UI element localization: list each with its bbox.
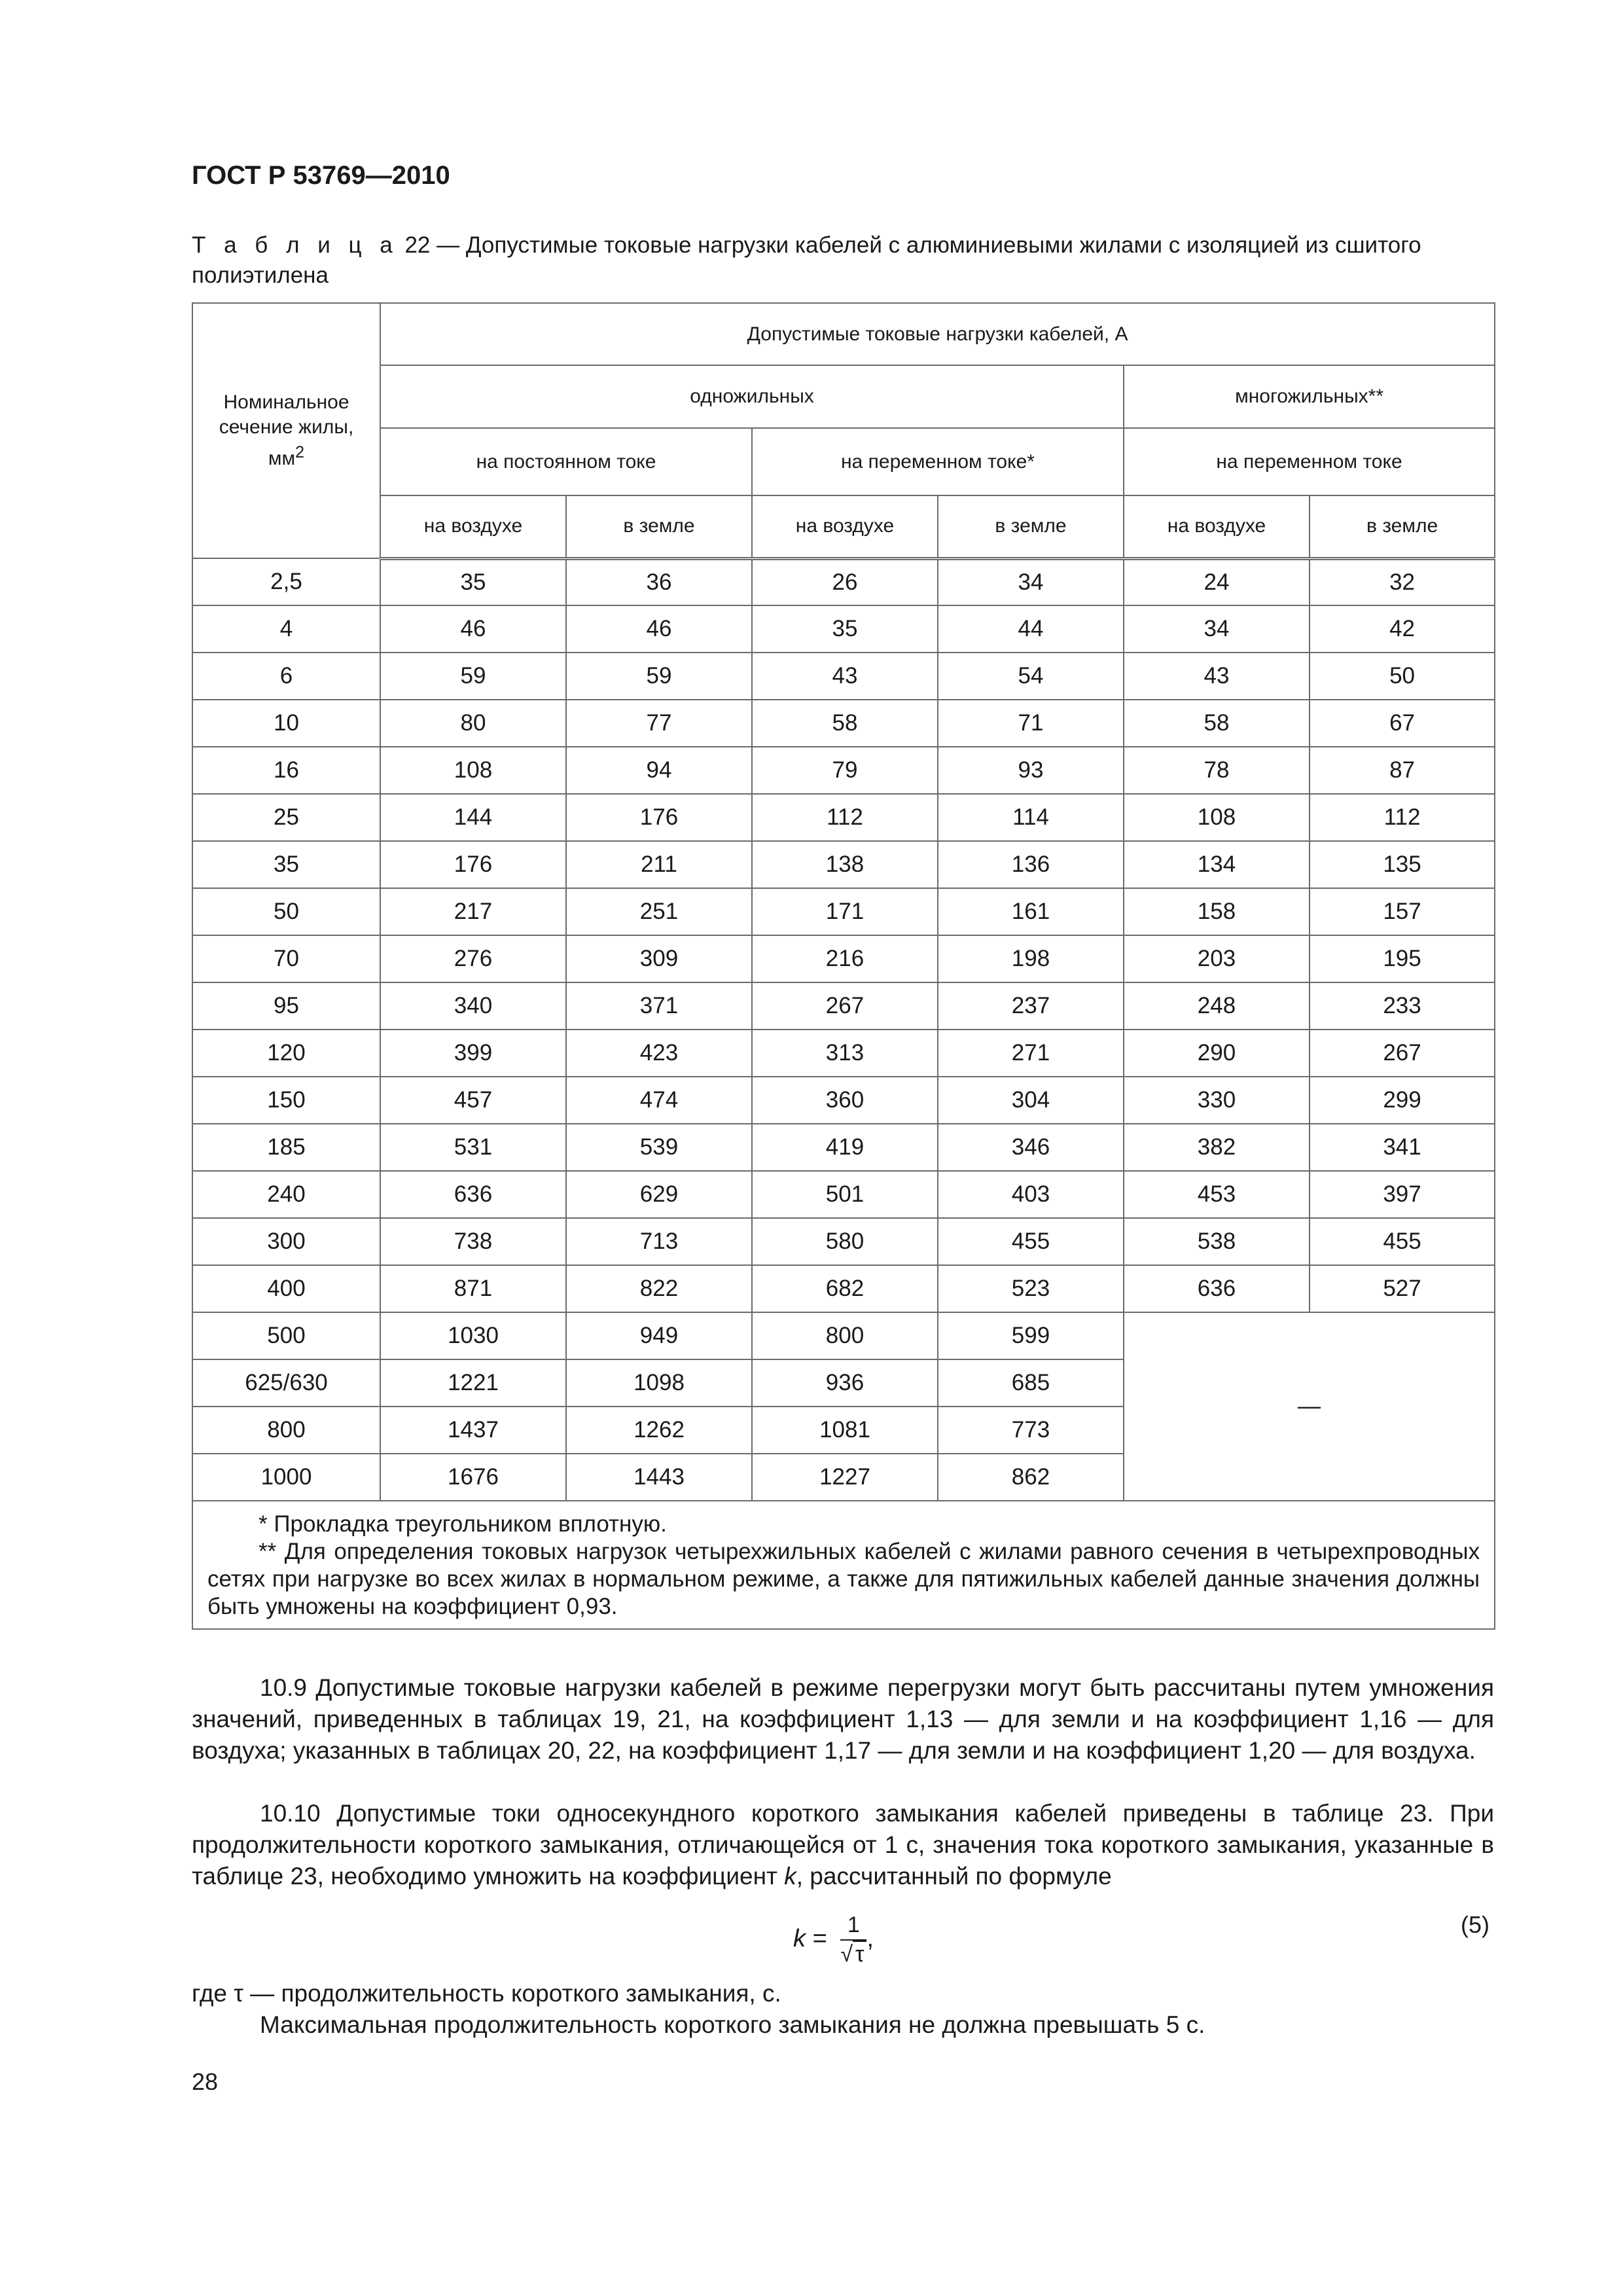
cell-section: 35 <box>192 841 380 888</box>
cell-value: 114 <box>938 794 1124 841</box>
cell-value: 42 <box>1310 605 1495 653</box>
cell-value: 1676 <box>380 1454 566 1501</box>
cell-value: 26 <box>752 558 938 605</box>
cell-value: 138 <box>752 841 938 888</box>
header-multi-core: многожильных** <box>1124 365 1495 428</box>
cell-value: 36 <box>566 558 752 605</box>
formula-5 <box>793 1912 874 1967</box>
cell-value: 71 <box>938 700 1124 747</box>
cell-value: 1030 <box>380 1312 566 1359</box>
header-air: на воздухе <box>380 495 566 558</box>
cell-value: 134 <box>1124 841 1310 888</box>
header-ground: в земле <box>1310 495 1495 558</box>
table-row <box>192 605 1495 653</box>
table-caption <box>192 230 1494 291</box>
table-caption-text: 22 — Допустимые токовые нагрузки кабелей с алюминиевыми жилами с изоляцией из сшитого полиэтилена <box>192 232 1421 288</box>
cell-value: 35 <box>752 605 938 653</box>
cell-dash: — <box>1124 1312 1495 1501</box>
cell-value: 233 <box>1310 982 1495 1030</box>
cell-value: 403 <box>938 1171 1124 1218</box>
cell-value: 43 <box>752 653 938 700</box>
header-air: на воздухе <box>752 495 938 558</box>
cell-value: 330 <box>1124 1077 1310 1124</box>
cell-value: 135 <box>1310 841 1495 888</box>
cell-value: 313 <box>752 1030 938 1077</box>
header-ground: в земле <box>938 495 1124 558</box>
cell-value: 248 <box>1124 982 1310 1030</box>
cell-value: 54 <box>938 653 1124 700</box>
table-row <box>192 982 1495 1030</box>
cell-value: 382 <box>1124 1124 1310 1171</box>
cell-value: 217 <box>380 888 566 935</box>
table-row <box>192 1171 1495 1218</box>
table-row <box>192 1312 1495 1359</box>
table-row <box>192 1124 1495 1171</box>
cell-value: 46 <box>566 605 752 653</box>
formula-radicand: τ <box>853 1941 866 1967</box>
cell-value: 501 <box>752 1171 938 1218</box>
cell-value: 523 <box>938 1265 1124 1312</box>
cell-value: 949 <box>566 1312 752 1359</box>
formula-denominator <box>840 1941 866 1967</box>
table-note: ** Для определения токовых нагрузок четырехжильных кабелей с жилами равного сечения в четырехпроводных сетях при нагрузке во всех жилах в нормальном режиме, а также для пятижильных кабелей данные значения должны быть умножены на коэффициент 0,93. <box>207 1539 1480 1619</box>
cell-value: 341 <box>1310 1124 1495 1171</box>
cell-value: 267 <box>752 982 938 1030</box>
cell-section: 185 <box>192 1124 380 1171</box>
sqrt-icon: √ <box>840 1942 853 1967</box>
paragraph-10-10-k: k <box>784 1863 796 1890</box>
paragraph-where: где τ — продолжительность короткого замыкания, с. <box>192 1980 781 2007</box>
cell-value: 79 <box>752 747 938 794</box>
cell-value: 871 <box>380 1265 566 1312</box>
cell-value: 304 <box>938 1077 1124 1124</box>
table-row <box>192 747 1495 794</box>
cell-value: 94 <box>566 747 752 794</box>
cell-value: 527 <box>1310 1265 1495 1312</box>
table-notes-row <box>192 1501 1495 1629</box>
cell-value: 346 <box>938 1124 1124 1171</box>
cell-value: 161 <box>938 888 1124 935</box>
header-air: на воздухе <box>1124 495 1310 558</box>
cell-value: 267 <box>1310 1030 1495 1077</box>
cell-section: 10 <box>192 700 380 747</box>
header-allowed-loads: Допустимые токовые нагрузки кабелей, А <box>380 303 1495 365</box>
cell-value: 195 <box>1310 935 1495 982</box>
cell-value: 713 <box>566 1218 752 1265</box>
cell-value: 457 <box>380 1077 566 1124</box>
cell-value: 1098 <box>566 1359 752 1407</box>
cell-value: 44 <box>938 605 1124 653</box>
cell-value: 203 <box>1124 935 1310 982</box>
current-load-table <box>192 302 1495 1630</box>
page-number: 28 <box>192 2068 219 2095</box>
cell-value: 1437 <box>380 1407 566 1454</box>
cell-value: 198 <box>938 935 1124 982</box>
cell-value: 636 <box>1124 1265 1310 1312</box>
cell-section: 4 <box>192 605 380 653</box>
cell-value: 176 <box>380 841 566 888</box>
cell-value: 112 <box>752 794 938 841</box>
cell-value: 108 <box>1124 794 1310 841</box>
cell-value: 34 <box>938 558 1124 605</box>
cell-section: 300 <box>192 1218 380 1265</box>
document-code: ГОСТ Р 53769—2010 <box>192 161 450 190</box>
cell-value: 738 <box>380 1218 566 1265</box>
formula-lhs: k <box>793 1925 806 1953</box>
cell-value: 59 <box>566 653 752 700</box>
cell-value: 580 <box>752 1218 938 1265</box>
cell-value: 299 <box>1310 1077 1495 1124</box>
cell-section: 50 <box>192 888 380 935</box>
cell-value: 1443 <box>566 1454 752 1501</box>
cell-section: 400 <box>192 1265 380 1312</box>
cell-value: 171 <box>752 888 938 935</box>
cell-value: 271 <box>938 1030 1124 1077</box>
cell-value: 216 <box>752 935 938 982</box>
cell-value: 108 <box>380 747 566 794</box>
table-row <box>192 841 1495 888</box>
cell-value: 276 <box>380 935 566 982</box>
cell-section: 2,5 <box>192 558 380 605</box>
cell-value: 58 <box>1124 700 1310 747</box>
cell-section: 6 <box>192 653 380 700</box>
cell-section: 16 <box>192 747 380 794</box>
header-ac-multi: на переменном токе <box>1124 428 1495 495</box>
cell-value: 773 <box>938 1407 1124 1454</box>
formula-fraction <box>840 1912 866 1967</box>
cell-value: 1227 <box>752 1454 938 1501</box>
cell-section: 120 <box>192 1030 380 1077</box>
cell-value: 539 <box>566 1124 752 1171</box>
cell-value: 399 <box>380 1030 566 1077</box>
paragraph-10-10-text-b: , рассчитанный по формуле <box>796 1863 1112 1890</box>
cell-value: 862 <box>938 1454 1124 1501</box>
cell-value: 35 <box>380 558 566 605</box>
table-note: * Прокладка треугольником вплотную. <box>259 1511 667 1537</box>
cell-value: 59 <box>380 653 566 700</box>
cell-value: 24 <box>1124 558 1310 605</box>
cell-value: 43 <box>1124 653 1310 700</box>
cell-value: 158 <box>1124 888 1310 935</box>
cell-section: 625/630 <box>192 1359 380 1407</box>
cell-value: 340 <box>380 982 566 1030</box>
cell-value: 1221 <box>380 1359 566 1407</box>
table-row <box>192 653 1495 700</box>
cell-value: 1262 <box>566 1407 752 1454</box>
table-row <box>192 1265 1495 1312</box>
cell-value: 629 <box>566 1171 752 1218</box>
cell-value: 419 <box>752 1124 938 1171</box>
cell-section: 800 <box>192 1407 380 1454</box>
cell-section: 1000 <box>192 1454 380 1501</box>
cell-value: 397 <box>1310 1171 1495 1218</box>
cell-section: 70 <box>192 935 380 982</box>
paragraph-10-10 <box>192 1798 1494 1892</box>
cell-value: 251 <box>566 888 752 935</box>
cell-value: 360 <box>752 1077 938 1124</box>
cell-value: 636 <box>380 1171 566 1218</box>
cell-value: 309 <box>566 935 752 982</box>
cell-value: 34 <box>1124 605 1310 653</box>
paragraph-max <box>192 2009 1494 2041</box>
cell-value: 67 <box>1310 700 1495 747</box>
cell-value: 371 <box>566 982 752 1030</box>
cell-value: 455 <box>938 1218 1124 1265</box>
cell-section: 150 <box>192 1077 380 1124</box>
table-row <box>192 935 1495 982</box>
table-row <box>192 1218 1495 1265</box>
cell-value: 599 <box>938 1312 1124 1359</box>
cell-value: 136 <box>938 841 1124 888</box>
cell-value: 455 <box>1310 1218 1495 1265</box>
cell-value: 93 <box>938 747 1124 794</box>
cell-value: 800 <box>752 1312 938 1359</box>
cell-value: 237 <box>938 982 1124 1030</box>
cell-value: 87 <box>1310 747 1495 794</box>
table-row <box>192 794 1495 841</box>
header-ground: в земле <box>566 495 752 558</box>
table-row <box>192 700 1495 747</box>
cell-value: 176 <box>566 794 752 841</box>
cell-value: 538 <box>1124 1218 1310 1265</box>
cell-value: 822 <box>566 1265 752 1312</box>
cell-value: 1081 <box>752 1407 938 1454</box>
table-notes <box>192 1501 1495 1629</box>
formula-number: (5) <box>1461 1911 1489 1938</box>
header-single-core: одножильных <box>380 365 1124 428</box>
cell-value: 290 <box>1124 1030 1310 1077</box>
cell-value: 453 <box>1124 1171 1310 1218</box>
formula-tail: , <box>866 1925 874 1953</box>
cell-value: 77 <box>566 700 752 747</box>
table-row <box>192 888 1495 935</box>
cell-section: 240 <box>192 1171 380 1218</box>
header-nominal-section: Номинальное сечение жилы, $мм^2$ <box>192 303 380 558</box>
cell-section: 500 <box>192 1312 380 1359</box>
cell-value: 936 <box>752 1359 938 1407</box>
cell-value: 157 <box>1310 888 1495 935</box>
cell-value: 112 <box>1310 794 1495 841</box>
cell-value: 682 <box>752 1265 938 1312</box>
cell-value: 423 <box>566 1030 752 1077</box>
header-ac-single: на переменном токе* <box>752 428 1124 495</box>
formula-equals: = <box>812 1925 827 1953</box>
formula-numerator: 1 <box>840 1912 866 1941</box>
cell-value: 80 <box>380 700 566 747</box>
cell-section: 95 <box>192 982 380 1030</box>
cell-value: 46 <box>380 605 566 653</box>
table-row <box>192 1030 1495 1077</box>
cell-section: 25 <box>192 794 380 841</box>
paragraph-10-9-text: 10.9 Допустимые токовые нагрузки кабелей в режиме перегрузки могут быть рассчитаны путем умножения значений, приведенных в таблицах 19, 21, на коэффициент 1,13 — для земли и на коэффициент 1,16 — для воздуха; указанных в таблицах 20, 22, на коэффициент 1,17 — для земли и на коэффициент 1,20 — для воздуха. <box>192 1674 1494 1764</box>
cell-value: 474 <box>566 1077 752 1124</box>
cell-value: 685 <box>938 1359 1124 1407</box>
cell-value: 144 <box>380 794 566 841</box>
cell-value: 50 <box>1310 653 1495 700</box>
paragraph-max-text: Максимальная продолжительность короткого замыкания не должна превышать 5 с. <box>260 2011 1205 2038</box>
table-row <box>192 558 1495 605</box>
paragraph-10-9 <box>192 1672 1494 1767</box>
cell-value: 78 <box>1124 747 1310 794</box>
header-dc: на постоянном токе <box>380 428 752 495</box>
cell-value: 531 <box>380 1124 566 1171</box>
table-body <box>192 558 1495 1629</box>
table-caption-label: Т а б л и ц а <box>192 232 399 258</box>
paragraph-10-10-text-a: 10.10 Допустимые токи односекундного короткого замыкания кабелей приведены в таблице 23. При продолжительности короткого замыкания, отличающейся от 1 с, значения тока короткого замыкания, указанные в таблице 23, необходимо умножить на коэффициент <box>192 1800 1494 1890</box>
cell-value: 211 <box>566 841 752 888</box>
table-row <box>192 1077 1495 1124</box>
cell-value: 58 <box>752 700 938 747</box>
cell-value: 32 <box>1310 558 1495 605</box>
